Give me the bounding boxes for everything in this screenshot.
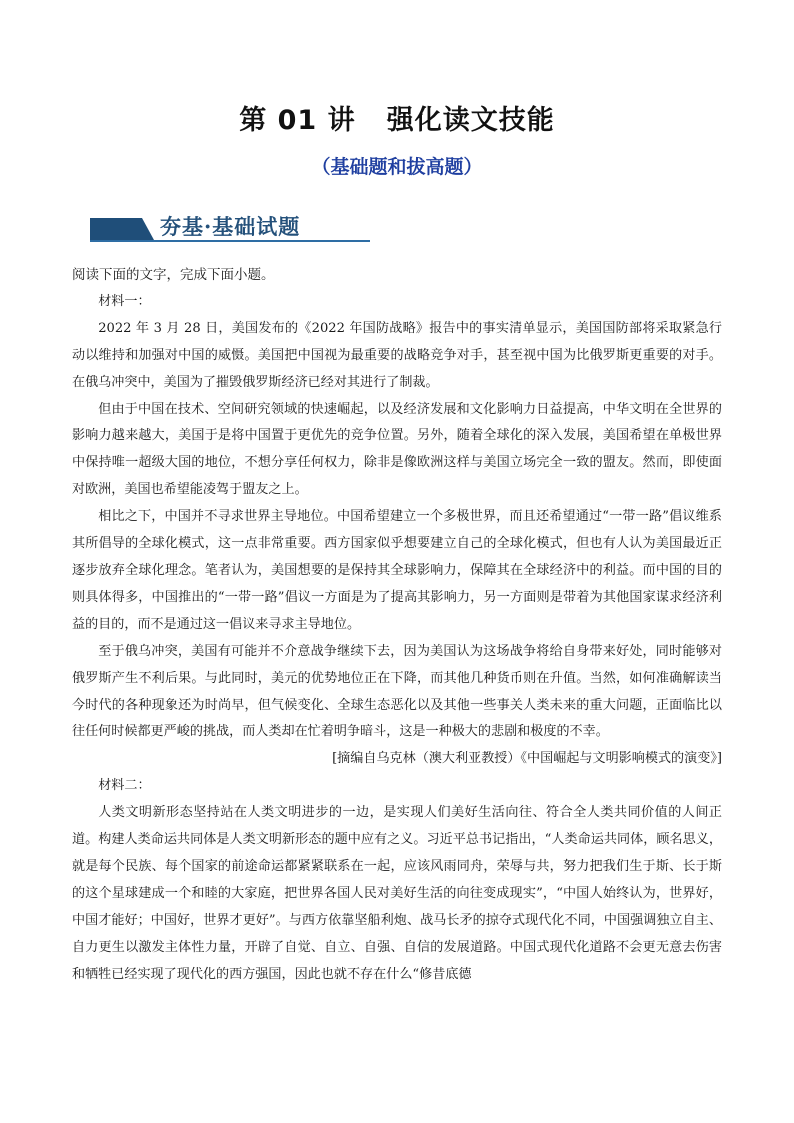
material-one-source: [摘编自乌克林（澳大利亚教授）《中国崛起与文明影响模式的演变》] — [332, 751, 722, 767]
section-divider — [90, 240, 370, 242]
material-two-label: 材料二： — [98, 778, 151, 794]
material-one-paragraph-4: 至于俄乌冲突，美国有可能并不介意战争继续下去，因为美国认为这场战争将给自身带来好处，同时能够对俄罗斯产生不利后果。与此同时，美元的优势地位正在下降，而其他几种货币则在升值。当然，如何准确解读当今时代的各种现象还为时尚早，但气候变化、全球生态恶化以及其他一些事关人类未来的重大问题，正面临比以往任何时候都更严峻的挑战，而人类却在忙着明争暗斗，这是一种极大的悲剧和极度的不幸。 — [72, 643, 722, 740]
section-bar-icon — [90, 208, 160, 242]
page-subtitle: （基础题和拔高题） — [311, 156, 483, 178]
material-one-label: 材料一： — [98, 293, 151, 309]
material-two-paragraph-1: 人类文明新形态坚持站在人类文明进步的一边，是实现人们美好生活向往、符合全人类共同价值的人间正道。构建人类命运共同体是人类文明新形态的题中应有之义。习近平总书记指出，“人类命运共同体，顾名思义，就是每个民族、每个国家的前途命运都紧紧联系在一起，应该风雨同舟，荣辱与共，努力把我们生于斯、长于斯的这个星球建成一个和睦的大家庭，把世界各国人民对美好生活的向往变成现实”，“中国人始终认为，世界好，中国才能好；中国好，世界才更好”。与西方依靠坚船利炮、战马长矛的掠夺式现代化不同，中国强调独立自主、自力更生以激发主体性力量，开辟了自觉、自立、自强、自信的发展道路。中国式现代化道路不会更无意去伤害和牺牲已经实现了现代化的西方强国，因此也就不存在什么“修昔底德 — [72, 805, 722, 982]
section-header — [90, 208, 370, 242]
reading-passage — [72, 262, 722, 988]
material-one-paragraph-3: 相比之下，中国并不寻求世界主导地位。中国希望建立一个多极世界，而且还希望通过“一带一路”倡议维系其所倡导的全球化模式，这一点非常重要。西方国家似乎想要建立自己的全球化模式，但也有人认为美国最近正逐步放弃全球化理念。笔者认为，美国想要的是保持其全球影响力，保障其在全球经济中的利益。而中国的目的则具体得多，中国推出的“一带一路”倡议一方面是为了提高其影响力，另一方面则是带着为其他国家谋求经济利益的目的，而不是通过这一倡议来寻求主导地位。 — [72, 509, 722, 632]
instruction-text: 阅读下面的文字，完成下面小题。 — [72, 267, 275, 283]
section-title: 夯基·基础试题 — [160, 214, 301, 239]
material-one-paragraph-1: 2022 年 3 月 28 日，美国发布的《2022 年国防战略》报告中的事实清单显示，美国国防部将采取紧急行动以维持和加强对中国的威慑。美国把中国视为最重要的战略竞争对手，甚至视中国为比俄罗斯更重要的对手。在俄乌冲突中，美国为了摧毁俄罗斯经济已经对其进行了制裁。 — [72, 320, 722, 390]
material-one-paragraph-2: 但由于中国在技术、空间研究领域的快速崛起，以及经济发展和文化影响力日益提高，中华文明在全世界的影响力越来越大，美国于是将中国置于更优先的竞争位置。另外，随着全球化的深入发展，美国希望在单极世界中保持唯一超级大国的地位，不想分享任何权力，除非是像欧洲这样与美国立场完全一致的盟友。然而，即使面对欧洲，美国也希望能凌驾于盟友之上。 — [72, 401, 722, 498]
page-title: 第 01 讲 强化读文技能 — [239, 105, 555, 136]
